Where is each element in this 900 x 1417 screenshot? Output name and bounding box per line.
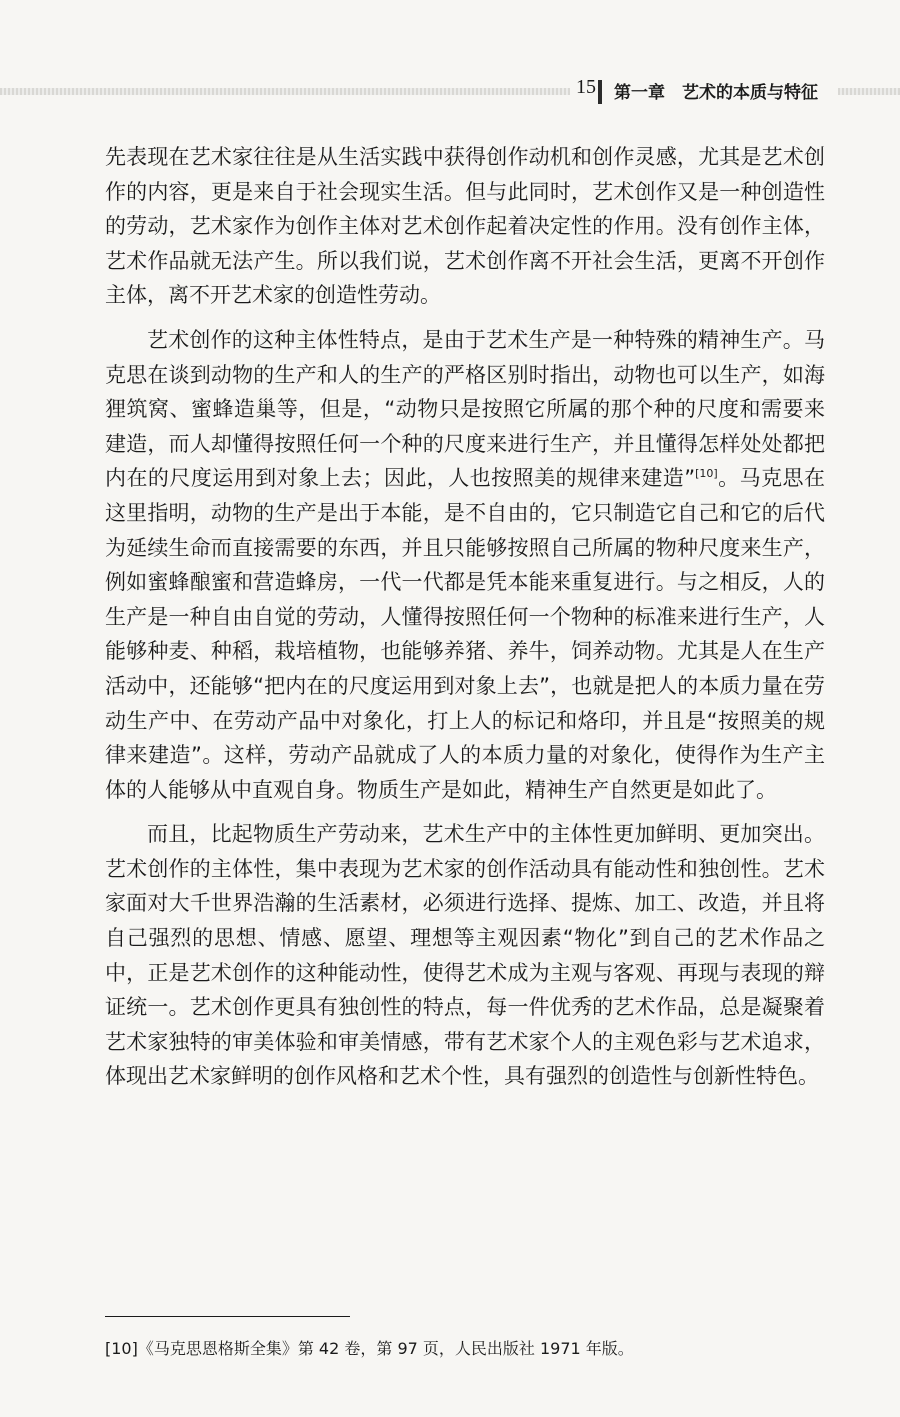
chapter-title: 第一章 艺术的本质与特征 (608, 78, 824, 103)
footnote-rule (105, 1316, 350, 1317)
running-header (0, 74, 900, 110)
footnote-reference: [10] (695, 467, 718, 481)
header-rule-right (838, 88, 900, 95)
header-rule-left (0, 88, 598, 95)
paragraph: 而且，比起物质生产劳动来，艺术生产中的主体性更加鲜明、更加突出。艺术创作的主体性，集中表现为艺术家的创作活动具有能动性和独创性。艺术家面对大千世界浩瀚的生活素材，必须进行选择、提炼、加工、改造，并且将自己强烈的思想、情感、愿望、理想等主观因素“物化”到自己的艺术作品之中，正是艺术创作的这种能动性，使得艺术成为主观与客观、再现与表现的辩证统一。艺术创作更具有独创性的特点，每一件优秀的艺术作品，总是凝聚着艺术家独特的审美体验和审美情感，带有艺术家个人的主观色彩与艺术追求，体现出艺术家鲜明的创作风格和艺术个性，具有强烈的创造性与创新性特色。 (105, 822, 825, 1089)
header-divider-bar (598, 80, 602, 104)
footnote: [10]《马克思恩格斯全集》第 42 卷，第 97 页，人民出版社 1971 年版。 (105, 1339, 634, 1358)
paragraph-text: 。马克思在这里指明，动物的生产是出于本能，是不自由的，它只制造它自己和它的后代为延续生命而直接需要的东西，并且只能够按照自己所属的物种尺度来生产，例如蜜蜂酿蜜和营造蜂房，一代一代都是凭本能来重复进行。与之相反，人的生产是一种自由自觉的劳动，人懂得按照任何一个物种的标准来进行生产，人能够种麦、种稻，栽培植物，也能够养猪、养牛，饲养动物。尤其是人在生产活动中，还能够“把内在的尺度运用到对象上去”，也就是把人的本质力量在劳动生产中、在劳动产品中对象化，打上人的标记和烙印，并且是“按照美的规律来建造”。这样，劳动产品就成了人的本质力量的对象化，使得作为生产主体的人能够从中直观自身。物质生产是如此，精神生产自然更是如此了。 (105, 466, 825, 802)
paragraph-text: 艺术创作的这种主体性特点，是由于艺术生产是一种特殊的精神生产。马克思在谈到动物的生产和人的生产的严格区别时指出，动物也可以生产，如海狸筑窝、蜜蜂造巢等，但是，“动物只是按照它所属的那个种的尺度和需要来建造，而人却懂得按照任何一个种的尺度来进行生产，并且懂得怎样处处都把内在的尺度运用到对象上去；因此，人也按照美的规律来建造” (105, 327, 825, 491)
paragraph (105, 323, 825, 807)
page-number: 15 (570, 76, 602, 99)
paragraph: 先表现在艺术家往往是从生活实践中获得创作动机和创作灵感，尤其是艺术创作的内容，更是来自于社会现实生活。但与此同时，艺术创作又是一种创造性的劳动，艺术家作为创作主体对艺术创作起着决定性的作用。没有创作主体，艺术作品就无法产生。所以我们说，艺术创作离不开社会生活，更离不开创作主体，离不开艺术家的创造性劳动。 (105, 145, 825, 308)
body-text (105, 140, 825, 1094)
